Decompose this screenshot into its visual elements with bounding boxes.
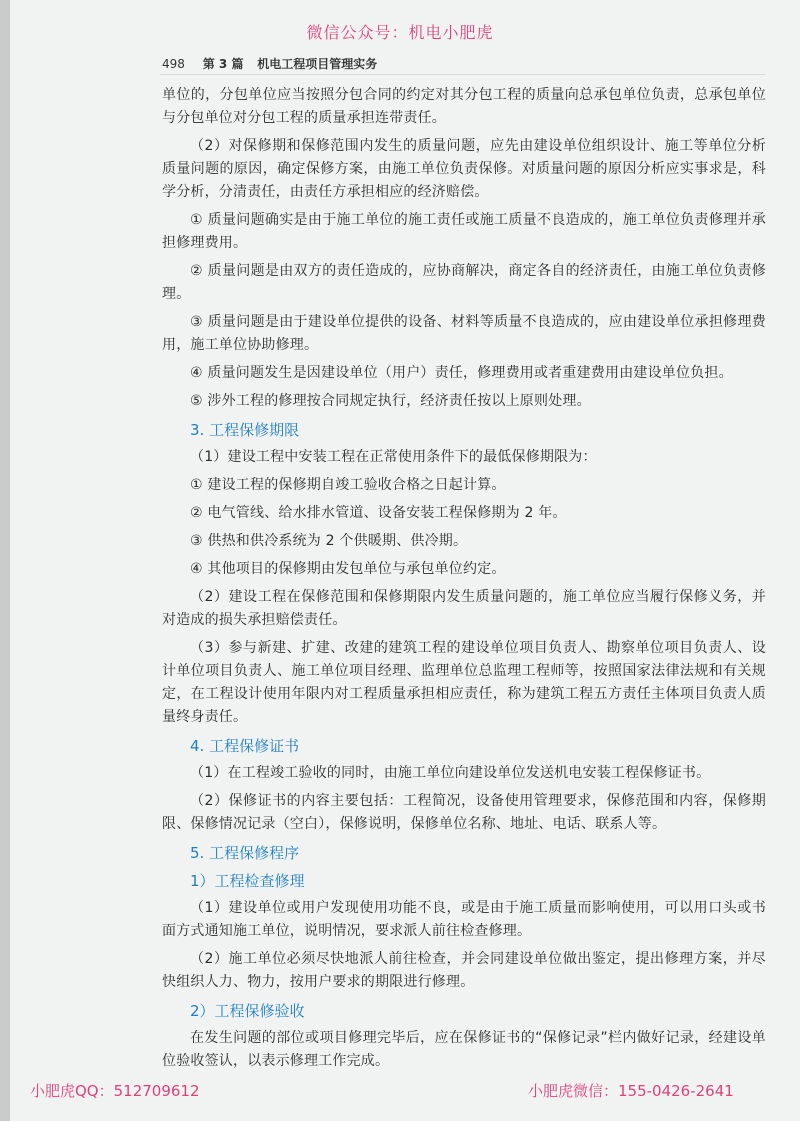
paragraph: ④ 质量问题发生是因建设单位（用户）责任，修理费用或者重建费用由建设单位负担。 <box>190 365 733 381</box>
paragraph: 单位的，分包单位应当按照分包合同的约定对其分包工程的质量向总承包单位负责，总承包单位与分包单位对分包工程的质量承担连带责任。 <box>162 87 766 126</box>
paragraph: （2）对保修期和保修范围内发生的质量问题，应先由建设单位组织设计、施工等单位分析质量问题的原因，确定保修方案，由施工单位负责保修。对质量问题的原因分析应实事求是，科学分析，分清责任，由责任方承担相应的经济赔偿。 <box>162 138 766 200</box>
paragraph: ① 质量问题确实是由于施工单位的施工责任或施工质量不良造成的，施工单位负责修理并承担修理费用。 <box>162 212 766 251</box>
watermark-bottom-left: 小肥虎QQ：512709612 <box>30 1082 200 1100</box>
paragraph: ② 电气管线、给水排水管道、设备安装工程保修期为 2 年。 <box>190 505 567 521</box>
part-label: 第 3 篇 <box>202 57 244 71</box>
section-heading: 5. 工程保修程序 <box>190 844 300 862</box>
watermark-top: 微信公众号：机电小肥虎 <box>306 23 494 42</box>
subsection-heading: 2）工程保修验收 <box>190 1002 305 1020</box>
paragraph: （1）建设工程中安装工程在正常使用条件下的最低保修期限为： <box>190 449 597 465</box>
page-edge-shadow <box>0 0 10 1121</box>
section-heading: 4. 工程保修证书 <box>190 737 300 755</box>
book-title: 机电工程项目管理实务 <box>257 57 378 71</box>
paragraph: （2）建设工程在保修范围和保修期限内发生质量问题的，施工单位应当履行保修义务，并对造成的损失承担赔偿责任。 <box>162 589 766 628</box>
paragraph: （2）施工单位必须尽快地派人前往检查，并会同建设单位做出鉴定，提出修理方案，并尽快组织人力、物力，按用户要求的期限进行修理。 <box>162 951 766 990</box>
page-number: 498 <box>162 57 185 71</box>
header-divider <box>160 74 765 75</box>
paragraph: ③ 供热和供冷系统为 2 个供暖期、供冷期。 <box>190 533 468 549</box>
paragraph: （3）参与新建、扩建、改建的建筑工程的建设单位项目负责人、勘察单位项目负责人、设计单位项目负责人、施工单位项目经理、监理单位总监理工程师等，按照国家法律法规和有关规定，在工程设计使用年限内对工程质量承担相应责任，称为建筑工程五方责任主体项目负责人质量终身责任。 <box>162 640 766 725</box>
paragraph: ④ 其他项目的保修期由发包单位与承包单位约定。 <box>190 561 506 577</box>
body-text <box>162 84 766 1078</box>
paragraph: （1）在工程竣工验收的同时，由施工单位向建设单位发送机电安装工程保修证书。 <box>190 765 711 781</box>
subsection-heading: 1）工程检查修理 <box>190 872 305 890</box>
paragraph: ⑤ 涉外工程的修理按合同规定执行，经济责任按以上原则处理。 <box>190 393 591 409</box>
running-header <box>162 55 377 72</box>
section-heading: 3. 工程保修期限 <box>190 421 300 439</box>
paragraph: （2）保修证书的内容主要包括：工程简况，设备使用管理要求，保修范围和内容，保修期限、保修情况记录（空白），保修说明，保修单位名称、地址、电话、联系人等。 <box>162 793 766 832</box>
paragraph: ③ 质量问题是由于建设单位提供的设备、材料等质量不良造成的，应由建设单位承担修理费用，施工单位协助修理。 <box>162 314 766 353</box>
paragraph: ① 建设工程的保修期自竣工验收合格之日起计算。 <box>190 477 506 493</box>
watermark-bottom-right: 小肥虎微信：155-0426-2641 <box>528 1082 734 1100</box>
paragraph: 在发生问题的部位或项目修理完毕后，应在保修证书的“保修记录”栏内做好记录，经建设单位验收签认，以表示修理工作完成。 <box>162 1030 766 1069</box>
paragraph: ② 质量问题是由双方的责任造成的，应协商解决，商定各自的经济责任，由施工单位负责修理。 <box>162 263 766 302</box>
paragraph: （1）建设单位或用户发现使用功能不良，或是由于施工质量而影响使用，可以用口头或书面方式通知施工单位，说明情况，要求派人前往检查修理。 <box>162 900 766 939</box>
